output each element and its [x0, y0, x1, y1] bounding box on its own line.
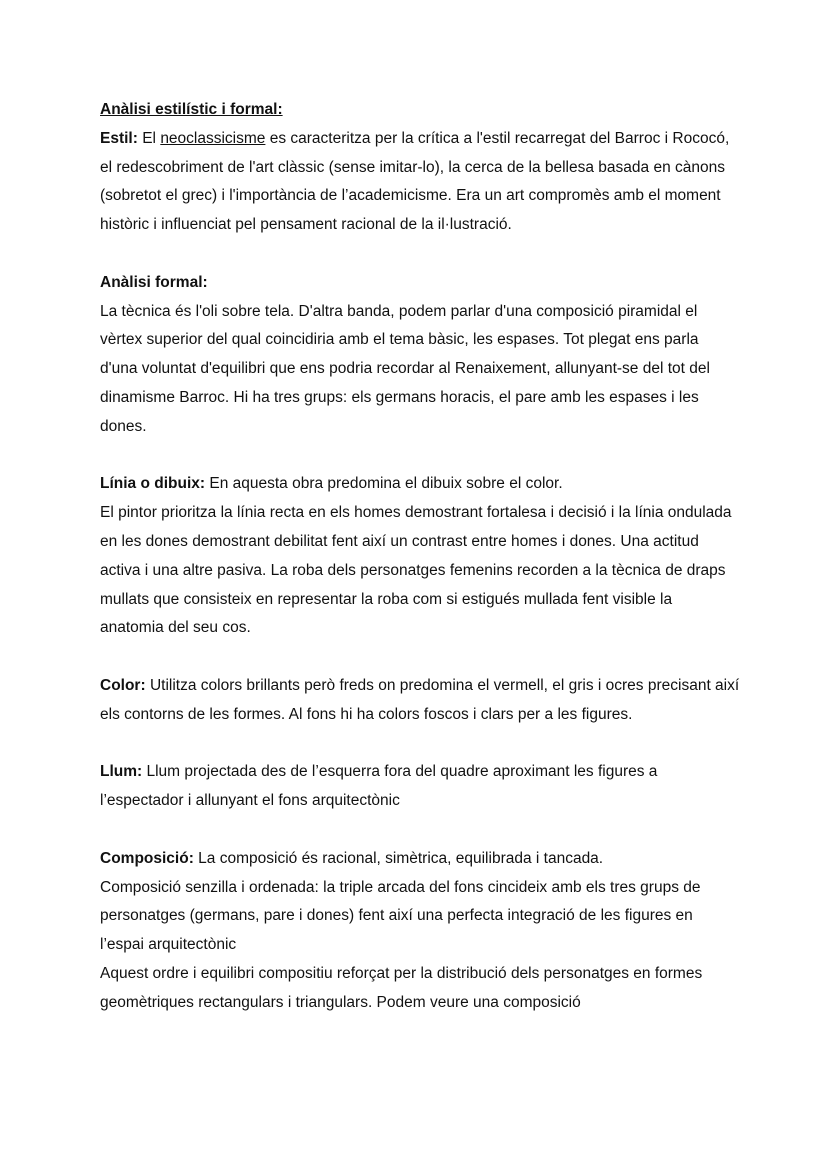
composicio-paragraph-2: Composició senzilla i ordenada: la triple arcada del fons cincideix amb els tres grups de personatges (germans, pare i dones) fent així una perfecta integració de les figures en l’espai arquitectònic — [100, 878, 701, 954]
neoclassicisme-link[interactable]: neoclassicisme — [160, 129, 266, 147]
llum-label: Llum: — [100, 763, 143, 781]
estil-label: Estil: — [100, 129, 138, 147]
composicio-line: Composició: La composició és racional, simètrica, equilibrada i tancada. — [100, 849, 604, 867]
linia-line: Línia o dibuix: En aquesta obra predomina el dibuix sobre el color. — [100, 475, 563, 493]
document-page — [100, 96, 740, 1018]
color-label: Color: — [100, 676, 146, 694]
composicio-paragraph-3: Aquest ordre i equilibri compositiu reforçat per la distribució dels personatges en formes geomètriques rectangulars i triangulars. Podem veure una composició — [100, 964, 703, 1011]
linia-label: Línia o dibuix: — [100, 475, 206, 493]
linia-paragraph: El pintor prioritza la línia recta en els homes demostrant fortalesa i decisió i la línia ondulada en les dones demostrant debilitat fent així un contrast entre homes i dones. Una actitud activa i una altre pasiva. La roba dels personatges femenins recorden a la tècnica de draps mullats que consisteix en representar la roba com si estigués mullada fent visible la anatomia del seu cos. — [100, 504, 732, 637]
llum-paragraph: Llum: Llum projectada des de l’esquerra fora del quadre aproximant les figures a l’espectador i allunyant el fons arquitectònic — [100, 763, 658, 810]
formal-paragraph: La tècnica és l'oli sobre tela. D'altra banda, podem parlar d'una composició piramidal el vèrtex superior del qual coincidiria amb el tema bàsic, les espases. Tot plegat ens parla d'una voluntat d'equilibri que ens podria recordar al Renaixement, allunyant-se del tot del dinamisme Barroc. Hi ha tres grups: els germans horacis, el pare amb les espases i les dones. — [100, 302, 710, 435]
formal-heading: Anàlisi formal: — [100, 273, 208, 291]
composicio-label: Composició: — [100, 849, 194, 867]
estil-paragraph: Estil: El neoclassicisme es caracteritza per la crítica a l'estil recarregat del Barroc i Rococó, el redescobriment de l'art clàssic (sense imitar-lo), la cerca de la bellesa basada en cànons (sobretot el grec) i l'importància de l’academicisme. Era un art compromès amb el moment històric i influenciat pel pensament racional de la il·lustració. — [100, 129, 730, 234]
color-paragraph: Color: Utilitza colors brillants però freds on predomina el vermell, el gris i ocres precisant així els contorns de les formes. Al fons hi ha colors foscos i clars per a les figures. — [100, 676, 740, 723]
section-heading: Anàlisi estilístic i formal: — [100, 101, 283, 118]
